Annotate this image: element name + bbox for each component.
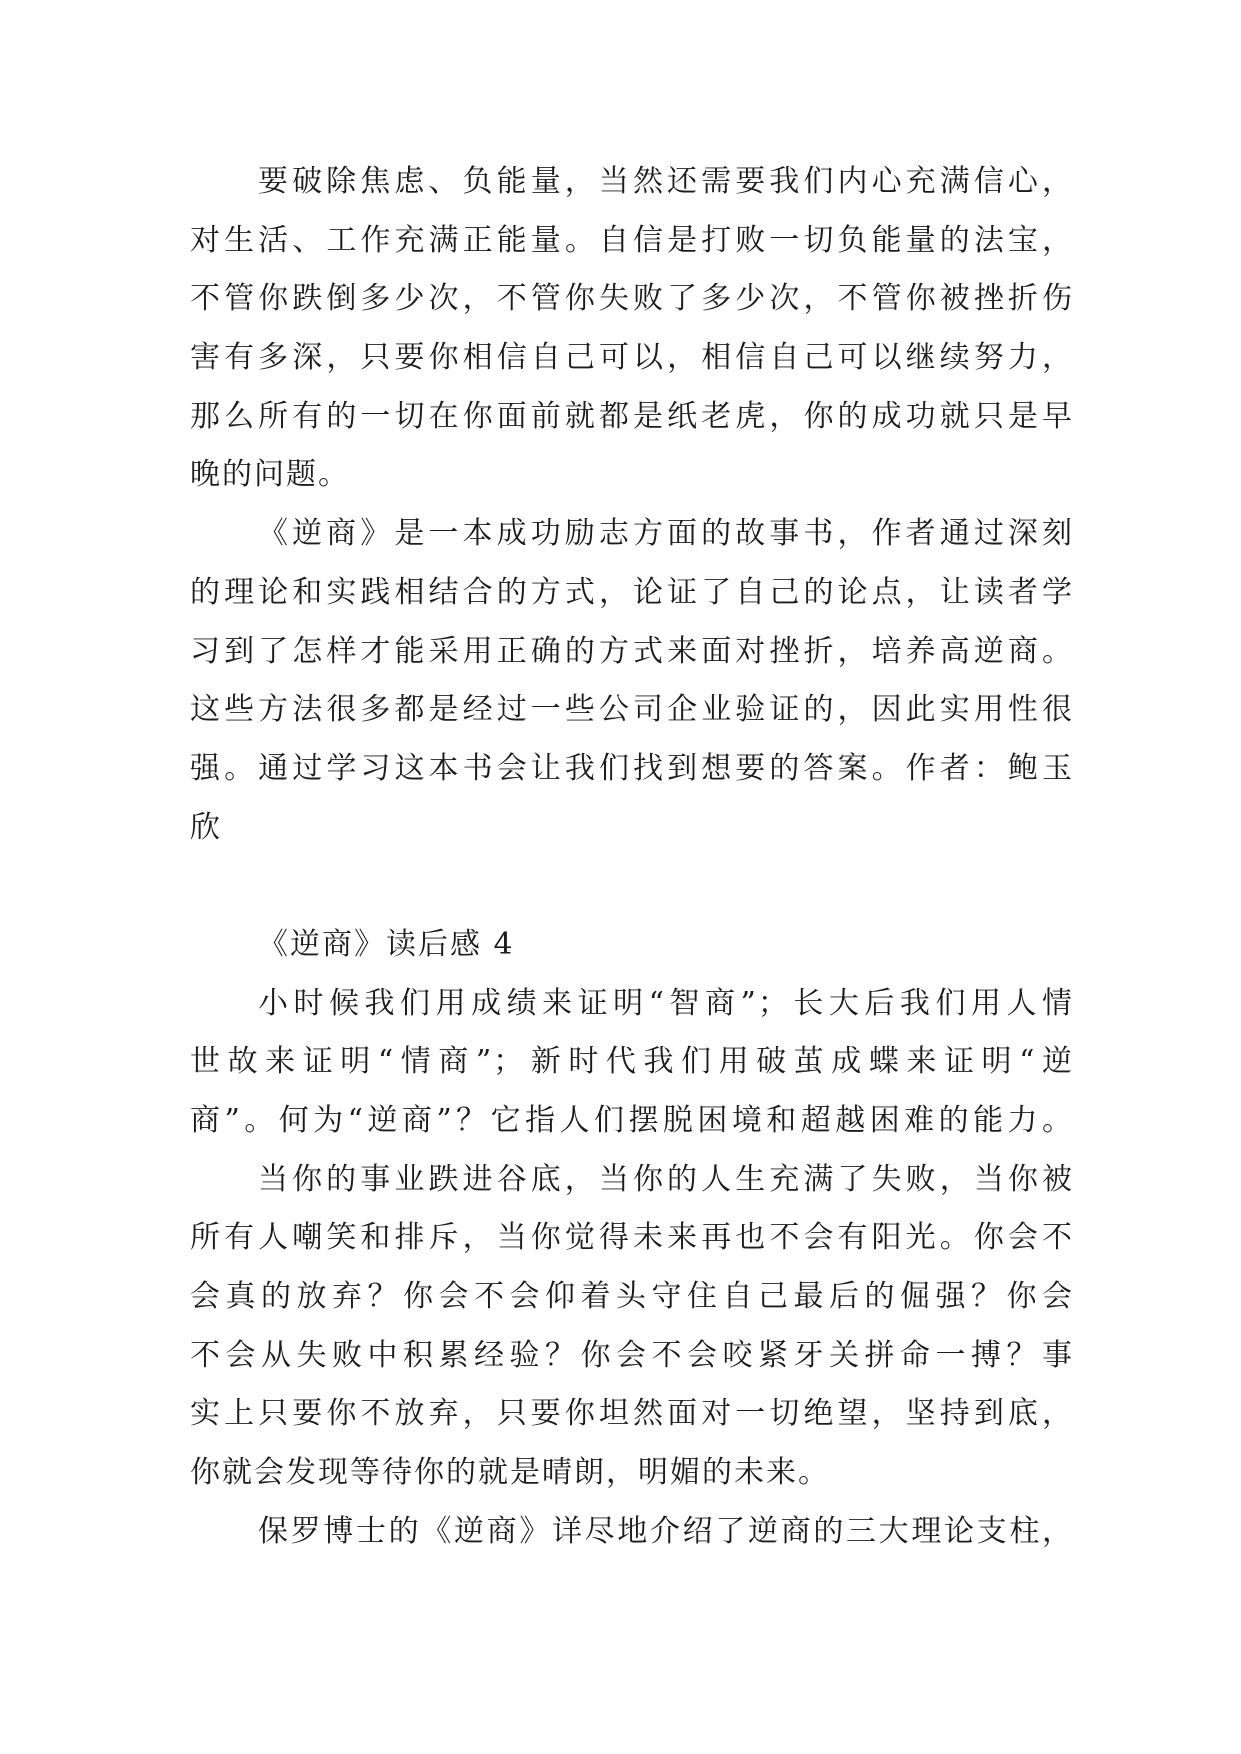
text-line: 习到了怎样才能采用正确的方式来面对挫折，培养高逆商。	[190, 633, 1074, 669]
text-line: 所有人嘲笑和排斥，当你觉得未来再也不会有阳光。你会不	[190, 1220, 1074, 1256]
text-line: 不管你跌倒多少次，不管你失败了多少次，不管你被挫折伤	[190, 281, 1074, 317]
text-line: 的理论和实践相结合的方式，论证了自己的论点，让读者学	[190, 574, 1074, 610]
text-line: 世故来证明“情商”；新时代我们用破茧成蝶来证明“逆	[190, 1044, 1074, 1080]
text-line: 会真的放弃？你会不会仰着头守住自己最后的倔强？你会	[190, 1279, 1074, 1315]
text-line: 保罗博士的《逆商》详尽地介绍了逆商的三大理论支柱，	[258, 1513, 1074, 1549]
paragraph	[190, 153, 1074, 505]
text-line: 对生活、工作充满正能量。自信是打败一切负能量的法宝，	[190, 222, 1074, 258]
section-heading: 《逆商》读后感 4	[258, 926, 515, 962]
paragraph	[190, 1151, 1074, 1503]
text-line: 强。通过学习这本书会让我们找到想要的答案。作者：鲍玉	[190, 750, 1074, 786]
text-line: 《逆商》是一本成功励志方面的故事书，作者通过深刻	[258, 516, 1074, 552]
text-line: 欣	[190, 809, 222, 845]
paragraph	[190, 1503, 1074, 1562]
paragraph	[190, 975, 1074, 1151]
text-line: 实上只要你不放弃，只要你坦然面对一切绝望，坚持到底，	[190, 1396, 1074, 1432]
text-line: 你就会发现等待你的就是晴朗，明媚的未来。	[190, 1455, 830, 1491]
blank-line	[190, 857, 1074, 916]
text-line: 不会从失败中积累经验？你会不会咬紧牙关拼命一搏？事	[190, 1337, 1074, 1373]
text-line: 要破除焦虑、负能量，当然还需要我们内心充满信心，	[258, 164, 1074, 199]
text-line: 害有多深，只要你相信自己可以，相信自己可以继续努力，	[190, 340, 1074, 376]
text-line: 这些方法很多都是经过一些公司企业验证的，因此实用性很	[190, 692, 1074, 728]
text-line: 那么所有的一切在你面前就都是纸老虎，你的成功就只是早	[190, 398, 1074, 434]
document-body	[190, 153, 1074, 1562]
text-line: 商”。何为“逆商”？它指人们摆脱困境和超越困难的能力。	[190, 1103, 1074, 1138]
text-line: 小时候我们用成绩来证明“智商”；长大后我们用人情	[258, 985, 1074, 1021]
text-line: 晚的问题。	[190, 457, 350, 493]
paragraph	[190, 505, 1074, 857]
text-line: 当你的事业跌进谷底，当你的人生充满了失败，当你被	[258, 1161, 1074, 1197]
